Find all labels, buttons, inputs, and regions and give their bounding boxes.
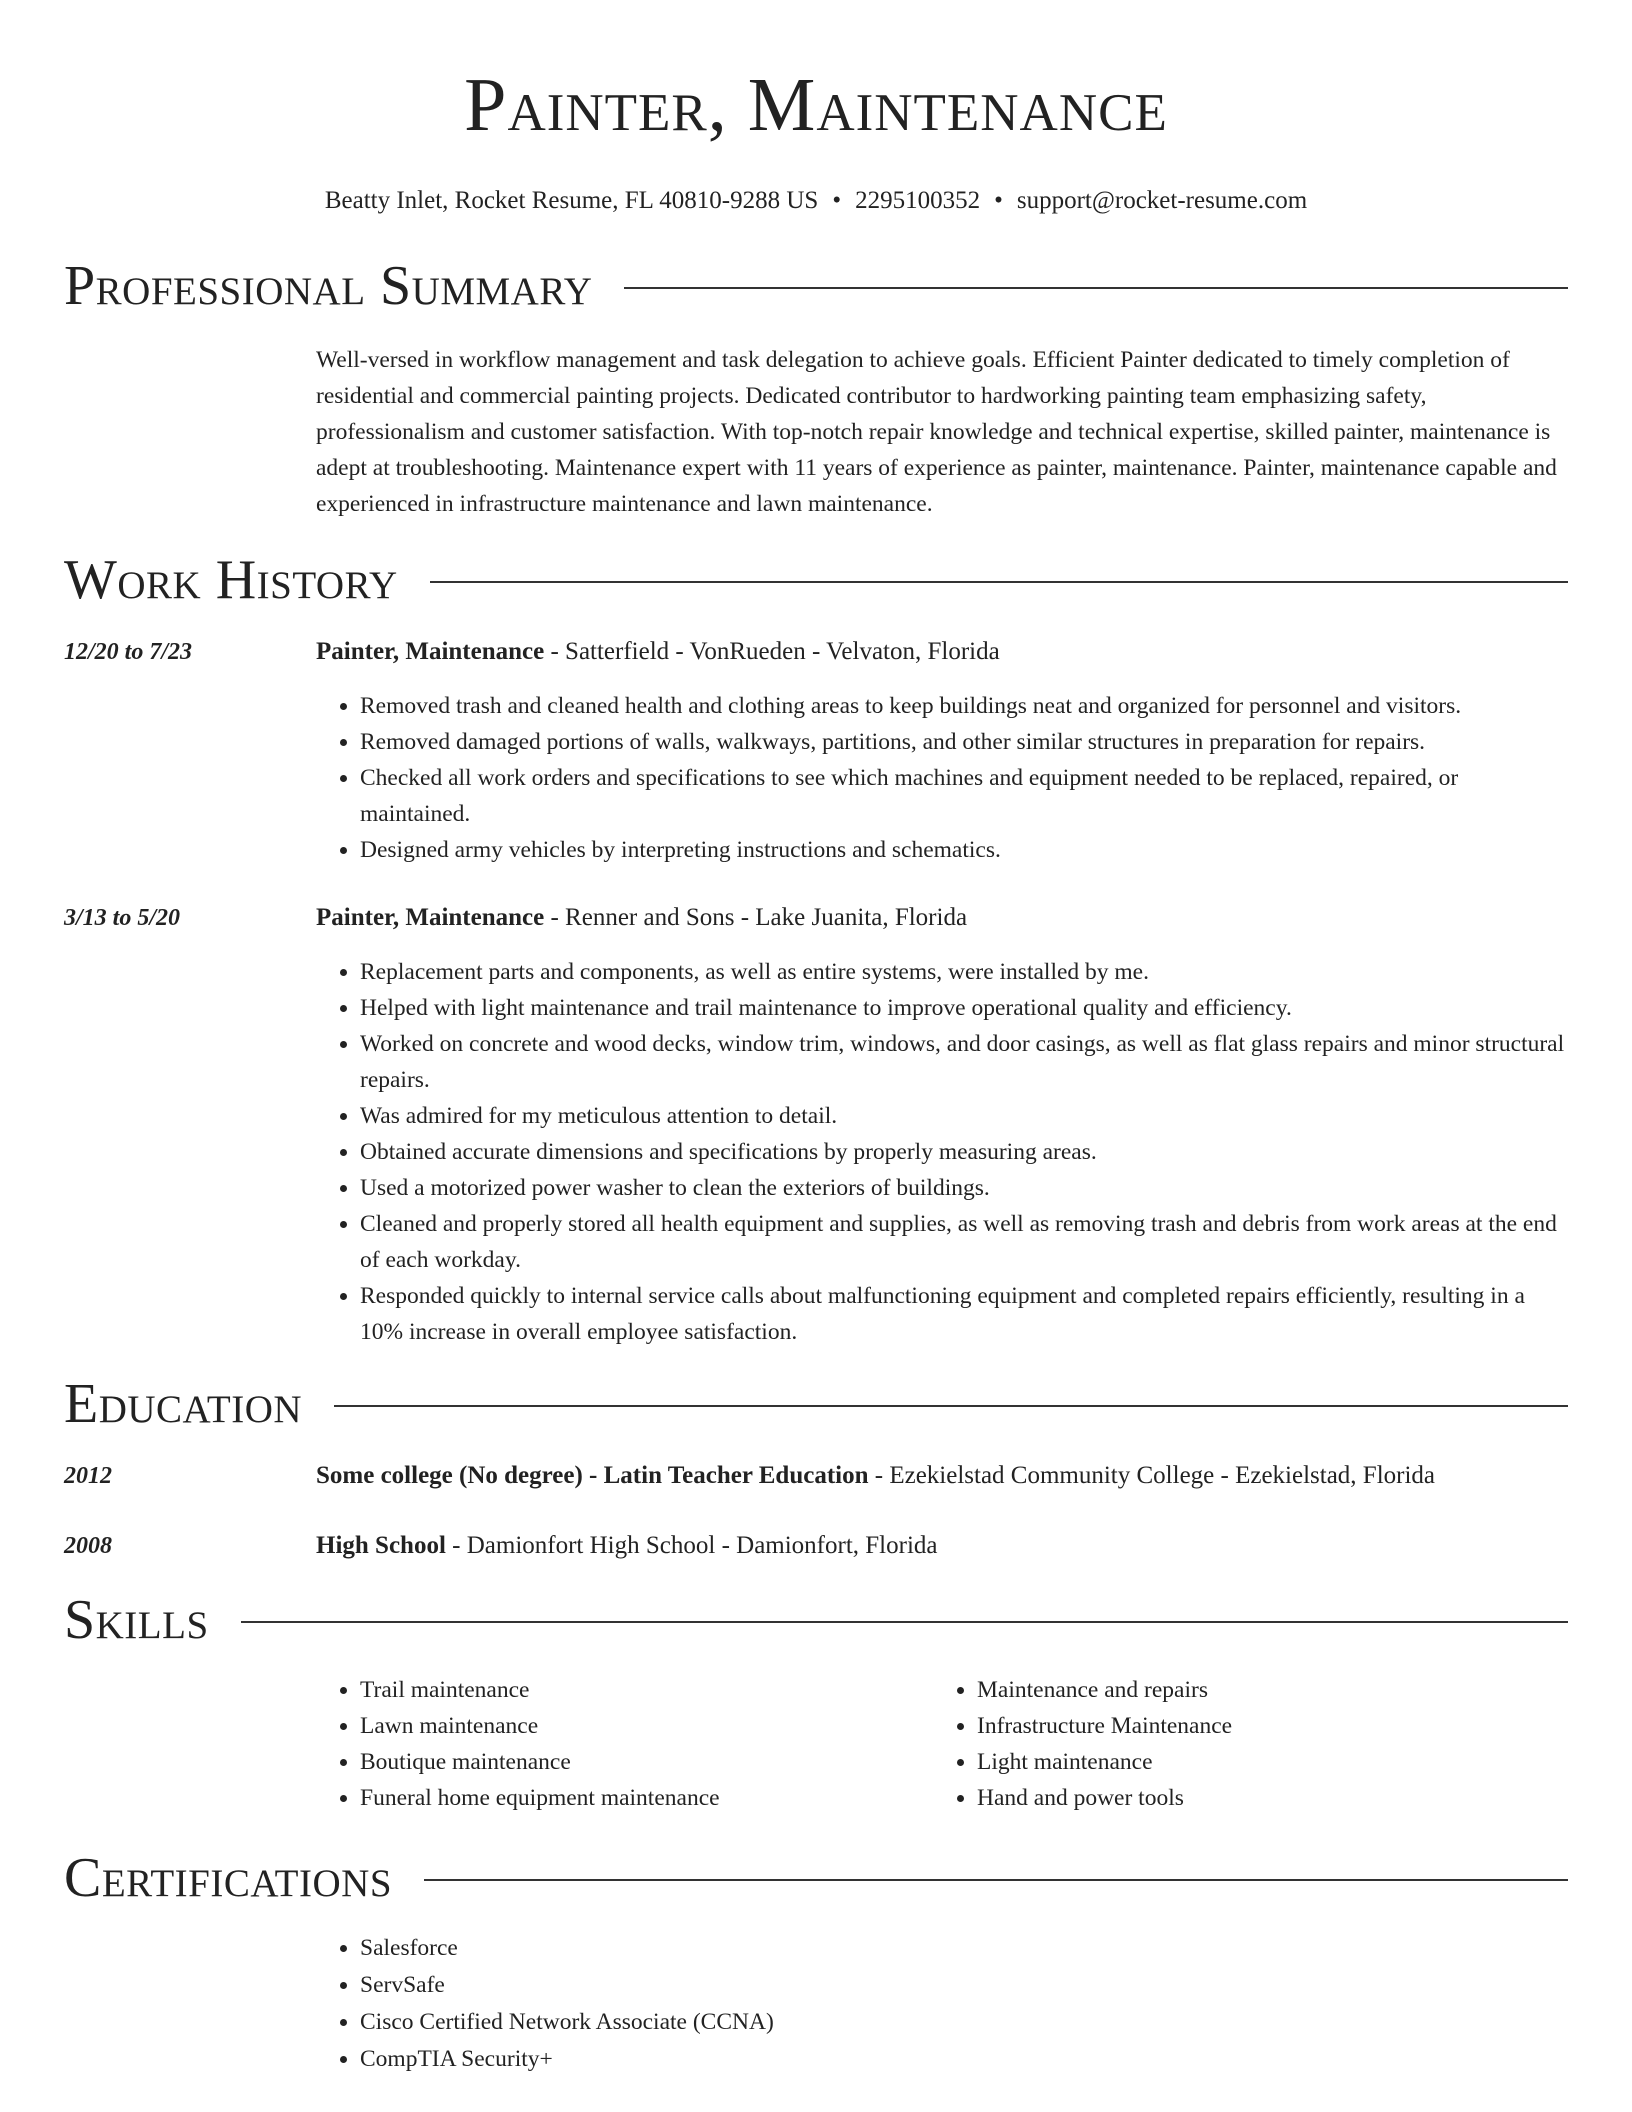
skills-section-header xyxy=(64,1588,1568,1652)
list-item: • Responded quickly to internal service calls about malfunctioning equipment and completed repairs efficiently, resulting in a 10% increase in overall employee satisfaction. xyxy=(360,1278,1568,1350)
education-heading: Education xyxy=(64,1373,303,1435)
contact-separator: • xyxy=(832,187,842,214)
education-year: 2008 xyxy=(64,1533,112,1559)
list-item: • Was admired for my meticulous attention to detail. xyxy=(360,1098,1568,1134)
certifications-heading: Certifications xyxy=(64,1847,393,1909)
skill-item: • Infrastructure Maintenance xyxy=(977,1708,1550,1744)
skill-item: • Funeral home equipment maintenance xyxy=(360,1780,933,1816)
skills-heading: Skills xyxy=(64,1589,209,1651)
education-school: - Ezekielstad Community College - Ezekielstad, Florida xyxy=(868,1462,1436,1489)
section-divider xyxy=(334,1405,1568,1407)
section-divider xyxy=(424,1879,1568,1881)
job-details: - Satterfield - VonRueden - Velvaton, Florida xyxy=(544,638,1000,665)
section-divider xyxy=(430,581,1568,583)
summary-heading: Professional Summary xyxy=(64,255,593,317)
list-item: • Used a motorized power washer to clean the exteriors of buildings. xyxy=(360,1170,1568,1206)
education-degree: High School xyxy=(316,1532,446,1559)
section-divider xyxy=(624,287,1568,289)
job-role xyxy=(316,900,1568,936)
certification-item: • CompTIA Security+ xyxy=(360,2041,1568,2078)
contact-phone: 2295100352 xyxy=(855,187,981,214)
candidate-name: Painter, Maintenance xyxy=(464,63,1168,147)
job-role xyxy=(316,634,1568,670)
contact-address: Beatty Inlet, Rocket Resume, FL 40810-9288 US xyxy=(324,187,819,214)
contact-separator: • xyxy=(994,187,1003,214)
job-bullets xyxy=(316,954,1568,1350)
list-item: • Replacement parts and components, as well as entire systems, were installed by me. xyxy=(360,954,1568,990)
certification-item: • Cisco Certified Network Associate (CCNA) xyxy=(360,2004,1568,2041)
section-divider xyxy=(241,1621,1568,1623)
certifications-list xyxy=(316,1930,1568,2078)
list-item: • Helped with light maintenance and trail maintenance to improve operational quality and efficiency. xyxy=(360,990,1568,1026)
education-section-header xyxy=(64,1372,1568,1436)
certification-item: • ServSafe xyxy=(360,1967,1568,2004)
education-details xyxy=(316,1458,1568,1494)
work-heading: Work History xyxy=(64,549,398,611)
education-year: 2012 xyxy=(64,1463,112,1489)
skill-item: • Light maintenance xyxy=(977,1744,1550,1780)
job-details: - Renner and Sons - Lake Juanita, Florida xyxy=(544,904,968,931)
job-title: Painter, Maintenance xyxy=(316,638,545,665)
skills-grid xyxy=(316,1672,1568,1816)
work-section-header xyxy=(64,548,1568,612)
job-dates: 3/13 to 5/20 xyxy=(64,905,181,931)
certification-item: • Salesforce xyxy=(360,1930,1568,1967)
list-item: • Designed army vehicles by interpreting instructions and schematics. xyxy=(360,832,1568,868)
job-title: Painter, Maintenance xyxy=(316,904,545,931)
skill-item: • Trail maintenance xyxy=(360,1672,933,1708)
skill-item: • Boutique maintenance xyxy=(360,1744,933,1780)
education-details xyxy=(316,1528,1568,1564)
list-item: • Removed trash and cleaned health and clothing areas to keep buildings neat and organized for personnel and visitors. xyxy=(360,688,1568,724)
education-entry xyxy=(64,1528,1568,1564)
job-header xyxy=(64,900,1568,936)
contact-email: support@rocket-resume.com xyxy=(1016,187,1308,214)
education-degree: Some college (No degree) - Latin Teacher Education xyxy=(316,1462,869,1489)
skill-item: • Maintenance and repairs xyxy=(977,1672,1550,1708)
education-entry xyxy=(64,1458,1568,1494)
list-item: • Removed damaged portions of walls, walkways, partitions, and other similar structures in preparation for repairs. xyxy=(360,724,1568,760)
job-header xyxy=(64,634,1568,670)
job-entry xyxy=(64,900,1568,1350)
job-bullets xyxy=(316,688,1568,868)
job-dates: 12/20 to 7/23 xyxy=(64,639,193,665)
education-school: - Damionfort High School - Damionfort, Florida xyxy=(445,1532,938,1559)
list-item: • Cleaned and properly stored all health equipment and supplies, as well as removing trash and debris from work areas at the end of each workday. xyxy=(360,1206,1568,1278)
certifications-section-header xyxy=(64,1846,1568,1910)
job-entry xyxy=(64,634,1568,868)
summary-text: Well-versed in workflow management and task delegation to achieve goals. Efficient Painter dedicated to timely completion of residential and commercial painting projects. Dedicated contributor to hardworking painting team emphasizing safety, professionalism and customer satisfaction. With top-notch repair knowledge and technical expertise, skilled painter, maintenance is adept at troubleshooting. Maintenance expert with 11 years of experience as painter, maintenance. Painter, maintenance capable and experienced in infrastructure maintenance and lawn maintenance. xyxy=(316,347,1557,517)
skill-item: • Hand and power tools xyxy=(977,1780,1550,1816)
summary-section-header xyxy=(64,254,1568,318)
contact-line xyxy=(64,186,1568,216)
list-item: • Obtained accurate dimensions and specifications by properly measuring areas. xyxy=(360,1134,1568,1170)
list-item: • Checked all work orders and specifications to see which machines and equipment needed to be replaced, repaired, or maintained. xyxy=(360,760,1568,832)
skills-column-right xyxy=(933,1672,1550,1816)
list-item: • Worked on concrete and wood decks, window trim, windows, and door casings, as well as flat glass repairs and minor structural repairs. xyxy=(360,1026,1568,1098)
skills-column-left xyxy=(316,1672,933,1816)
skill-item: • Lawn maintenance xyxy=(360,1708,933,1744)
